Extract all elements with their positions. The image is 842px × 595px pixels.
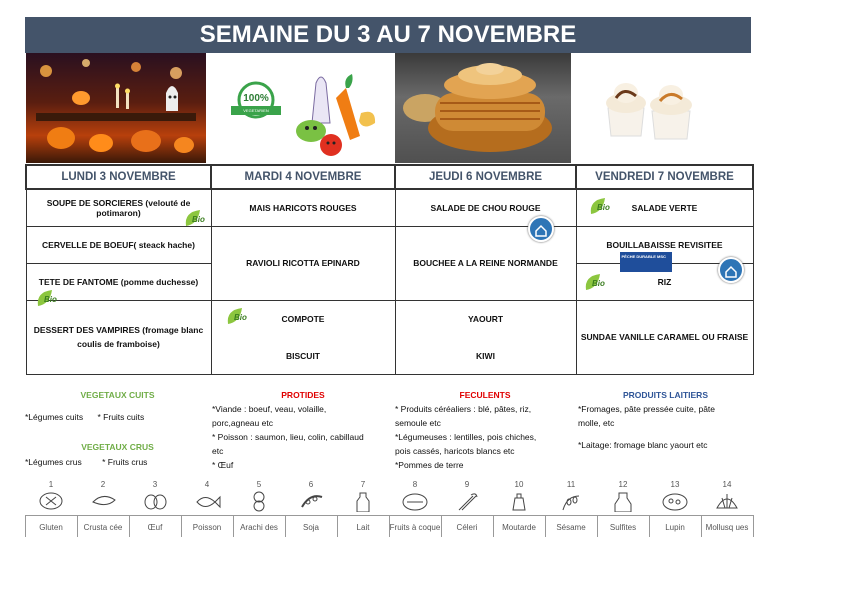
page-title: SEMAINE DU 3 AU 7 NOVEMBRE bbox=[25, 17, 751, 53]
allergen-label: Soja bbox=[285, 515, 337, 538]
celery-icon bbox=[441, 490, 493, 512]
allergen-item bbox=[25, 480, 77, 538]
allergen-label: Mollusq ues bbox=[701, 515, 753, 538]
mardi-dessert-b: BISCUIT bbox=[286, 350, 320, 361]
jeudi-dessert-b: KIWI bbox=[476, 350, 495, 361]
allergen-item bbox=[545, 480, 597, 538]
mardi-dessert-a: COMPOTE bbox=[281, 313, 325, 324]
allergen-label: Fruits à coque bbox=[389, 515, 441, 538]
egg-icon bbox=[129, 490, 181, 512]
soy-icon bbox=[285, 490, 337, 512]
vol-au-vent-illustration bbox=[395, 53, 571, 163]
allergen-number: 5 bbox=[256, 480, 262, 489]
allergen-label: Sulfites bbox=[597, 515, 649, 538]
allergen-item bbox=[285, 480, 337, 538]
allergen-label: Gluten bbox=[25, 515, 77, 538]
days-header-row bbox=[26, 165, 753, 189]
legend-veg-crus-item: *Légumes crus bbox=[25, 457, 82, 467]
legend-line: * Poisson : saumon, lieu, colin, cabillaud bbox=[212, 432, 364, 442]
dessert-row bbox=[26, 300, 753, 374]
legend-veg-cuits-item: * Fruits cuits bbox=[97, 412, 145, 422]
allergen-number: 9 bbox=[464, 480, 470, 489]
legend-line: *Fromages, pâte pressée cuite, pâte bbox=[578, 404, 716, 414]
vegetarian-illustration bbox=[211, 53, 391, 163]
allergen-number: 12 bbox=[618, 480, 628, 489]
legend-veg-cuits-item: *Légumes cuits bbox=[25, 412, 84, 422]
sesame-icon bbox=[545, 490, 597, 512]
legend-laitiers-title: PRODUITS LAITIERS bbox=[622, 390, 708, 400]
legend-line: semoule etc bbox=[395, 418, 441, 428]
day-header-lundi: LUNDI 3 NOVEMBRE bbox=[26, 165, 211, 189]
vendredi-side-cell bbox=[576, 263, 753, 300]
vendredi-dessert: SUNDAE VANILLE CARAMEL OU FRAISE bbox=[576, 300, 753, 374]
starter-row bbox=[26, 189, 753, 226]
legend-line: pois cassés, haricots blancs etc bbox=[395, 446, 515, 456]
vendredi-starter: SALADE VERTE bbox=[631, 202, 698, 213]
jeudi-dessert-cell bbox=[395, 300, 576, 374]
main-row-1 bbox=[26, 226, 753, 263]
legend-protides bbox=[212, 388, 394, 472]
lundi-side-cell bbox=[26, 263, 211, 304]
allergen-label: Œuf bbox=[129, 515, 181, 538]
jeudi-dessert-a: YAOURT bbox=[467, 313, 504, 324]
menu-table bbox=[25, 164, 754, 375]
allergen-label: Arachi des bbox=[233, 515, 285, 538]
allergen-number: 3 bbox=[152, 480, 158, 489]
legend-line: porc,agneau etc bbox=[212, 418, 273, 428]
allergen-number: 7 bbox=[360, 480, 366, 489]
bio-label: Bio bbox=[191, 215, 205, 224]
mardi-main: RAVIOLI RICOTTA EPINARD bbox=[211, 226, 395, 300]
allergen-label: Moutarde bbox=[493, 515, 545, 538]
sulfites-icon bbox=[597, 490, 649, 512]
allergen-label: Céleri bbox=[441, 515, 493, 538]
halloween-photo bbox=[26, 53, 206, 163]
allergen-item bbox=[337, 480, 389, 538]
legend-line: *Légumeuses : lentilles, pois chiches, bbox=[395, 432, 537, 442]
allergen-number: 1 bbox=[48, 480, 54, 489]
bio-label: Bio bbox=[591, 278, 605, 288]
mustard-icon bbox=[493, 490, 545, 512]
jeudi-starter: SALADE DE CHOU ROUGE bbox=[430, 202, 541, 213]
allergen-item bbox=[181, 480, 233, 538]
photo-strip bbox=[25, 53, 751, 163]
bio-icon bbox=[580, 272, 610, 296]
vendredi-main-cell bbox=[576, 226, 753, 263]
allergen-item bbox=[701, 480, 753, 538]
allergen-number: 4 bbox=[204, 480, 210, 489]
legend-veg-crus-item: * Fruits crus bbox=[102, 457, 148, 467]
bio-label: Bio bbox=[43, 294, 57, 304]
legend-line: etc bbox=[212, 446, 224, 456]
bio-label: Bio bbox=[596, 203, 610, 212]
legend-protides-title: PROTIDES bbox=[281, 390, 325, 400]
legend-veg-crus-title: VEGETAUX CRUS bbox=[81, 442, 154, 452]
mardi-starter: MAIS HARICOTS ROUGES bbox=[211, 189, 395, 226]
allergen-item bbox=[649, 480, 701, 538]
mardi-dessert-cell bbox=[211, 300, 395, 374]
allergen-item bbox=[389, 480, 441, 538]
legend-line: *Laitage: fromage blanc yaourt etc bbox=[578, 440, 708, 450]
allergen-item bbox=[493, 480, 545, 538]
allergen-label: Lait bbox=[337, 515, 389, 538]
lupin-icon bbox=[649, 490, 701, 512]
lundi-side: TETE DE FANTOME (pomme duchesse) bbox=[38, 276, 199, 287]
wheat-icon bbox=[25, 490, 77, 512]
legend-vegetaux bbox=[25, 388, 210, 469]
allergen-number: 8 bbox=[412, 480, 418, 489]
legend-laitiers bbox=[578, 388, 753, 452]
lundi-main: CERVELLE DE BOEUF( steack hache) bbox=[26, 226, 211, 263]
legend-feculents bbox=[395, 388, 575, 472]
badge-100-percent: 100% bbox=[243, 93, 269, 104]
lundi-dessert: DESSERT DES VAMPIRES (fromage blanc coulis de framboise) bbox=[26, 300, 211, 374]
lundi-starter-cell bbox=[26, 189, 211, 226]
bio-icon bbox=[32, 288, 62, 312]
day-header-mardi: MARDI 4 NOVEMBRE bbox=[211, 165, 395, 189]
vol-au-vent-photo bbox=[395, 53, 571, 163]
allergen-item bbox=[597, 480, 649, 538]
fish-icon bbox=[181, 490, 233, 512]
allergen-item bbox=[233, 480, 285, 538]
legend-line: * Œuf bbox=[212, 460, 234, 470]
peanut-icon bbox=[233, 490, 285, 512]
allergen-number: 14 bbox=[722, 480, 732, 489]
allergen-label: Poisson bbox=[181, 515, 233, 538]
allergen-item bbox=[441, 480, 493, 538]
vendredi-side: RIZ bbox=[657, 276, 672, 287]
local-product-icon bbox=[528, 216, 554, 242]
allergen-label: Crusta cée bbox=[77, 515, 129, 538]
badge-vegetarian-label: VEGETARIEN bbox=[243, 108, 269, 113]
legend-veg-cuits-title: VEGETAUX CUITS bbox=[80, 390, 155, 400]
allergen-item bbox=[77, 480, 129, 538]
allergen-label: Lupin bbox=[649, 515, 701, 538]
legend-line: *Viande : boeuf, veau, volaille, bbox=[212, 404, 327, 414]
bio-icon bbox=[585, 196, 615, 220]
allergen-number: 2 bbox=[100, 480, 106, 489]
legend-line: molle, etc bbox=[578, 418, 615, 428]
allergen-divider bbox=[753, 515, 754, 537]
vendredi-main: BOUILLABAISSE REVISITEE bbox=[606, 239, 723, 250]
milk-icon bbox=[337, 490, 389, 512]
allergen-number: 13 bbox=[670, 480, 680, 489]
msc-label: PÊCHE DURABLE MSC bbox=[621, 253, 666, 259]
allergens-strip bbox=[25, 480, 750, 538]
bio-label: Bio bbox=[233, 312, 247, 322]
vendredi-starter-cell bbox=[576, 189, 753, 226]
nuts-icon bbox=[389, 490, 441, 512]
lundi-starter: SOUPE DE SORCIERES (velouté de potimaron) bbox=[46, 197, 191, 218]
legend-line: *Pommes de terre bbox=[395, 460, 464, 470]
legend-line: * Produits céréaliers : blé, pâtes, riz, bbox=[395, 404, 532, 414]
legend-feculents-title: FECULENTS bbox=[459, 390, 511, 400]
shrimp-icon bbox=[77, 490, 129, 512]
allergen-number: 6 bbox=[308, 480, 314, 489]
sundae-photo bbox=[578, 53, 750, 163]
shell-icon bbox=[701, 490, 753, 512]
day-header-vendredi: VENDREDI 7 NOVEMBRE bbox=[576, 165, 753, 189]
day-header-jeudi: JEUDI 6 NOVEMBRE bbox=[395, 165, 576, 189]
jeudi-starter-cell bbox=[395, 189, 576, 226]
sundae-illustration bbox=[578, 53, 750, 163]
allergen-number: 11 bbox=[566, 480, 576, 489]
halloween-illustration bbox=[26, 53, 206, 163]
bio-icon bbox=[180, 208, 210, 232]
allergen-item bbox=[129, 480, 181, 538]
jeudi-main: BOUCHEE A LA REINE NORMANDE bbox=[395, 226, 576, 300]
allergen-label: Sésame bbox=[545, 515, 597, 538]
allergen-number: 10 bbox=[514, 480, 524, 489]
